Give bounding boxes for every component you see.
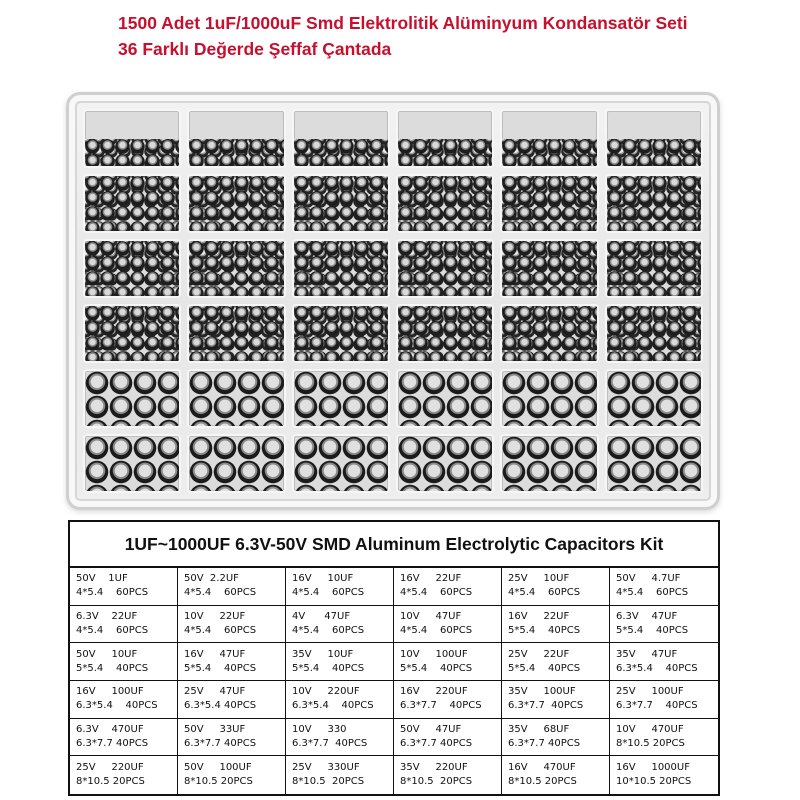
capacitor-pile <box>85 139 179 167</box>
spec-voltage-capacitance: 35V 10UF <box>292 648 354 660</box>
capacitor-compartment <box>500 239 598 298</box>
capacitor-pile <box>294 241 388 296</box>
spec-voltage-capacitance: 6.3V 470UF <box>76 723 144 735</box>
spec-size-quantity: 6.3*5.4 40PCS <box>184 700 257 712</box>
spec-cell <box>610 756 718 794</box>
capacitor-compartment <box>292 434 390 493</box>
capacitor-pile <box>85 371 179 426</box>
spec-cell <box>502 681 610 719</box>
spec-voltage-capacitance: 35V 100UF <box>508 686 576 698</box>
spec-voltage-capacitance: 4V 47UF <box>292 610 351 622</box>
capacitor-pile <box>294 436 388 491</box>
spec-voltage-capacitance: 16V 10UF <box>292 573 354 585</box>
capacitor-pile <box>502 241 596 296</box>
spec-size-quantity: 6.3*7.7 40PCS <box>508 737 581 749</box>
capacitor-compartment <box>500 174 598 233</box>
spec-size-quantity: 6.3*7.7 40PCS <box>400 737 473 749</box>
spec-voltage-capacitance: 16V 100UF <box>76 686 144 698</box>
spec-size-quantity: 6.3*7.7 40PCS <box>76 737 149 749</box>
capacitor-pile <box>502 371 596 426</box>
spec-voltage-capacitance: 16V 470UF <box>508 762 576 774</box>
spec-voltage-capacitance: 50V 100UF <box>184 762 252 774</box>
spec-voltage-capacitance: 10V 470UF <box>616 723 684 735</box>
spec-cell <box>502 643 610 681</box>
spec-size-quantity: 6.3*5.4 40PCS <box>76 700 158 712</box>
spec-cell <box>286 681 394 719</box>
spec-cell <box>610 568 718 606</box>
spec-voltage-capacitance: 10V 22UF <box>184 610 246 622</box>
spec-size-quantity: 4*5.4 60PCS <box>508 587 581 599</box>
spec-size-quantity: 4*5.4 60PCS <box>616 587 689 599</box>
capacitor-compartment <box>605 109 703 168</box>
capacitor-compartment <box>187 239 285 298</box>
capacitor-pile <box>398 139 492 167</box>
spec-cell <box>70 568 178 606</box>
spec-cell <box>70 643 178 681</box>
capacitor-compartment <box>500 304 598 363</box>
spec-voltage-capacitance: 16V 1000UF <box>616 762 690 774</box>
spec-size-quantity: 8*10.5 20PCS <box>184 776 253 788</box>
spec-cell <box>502 719 610 757</box>
spec-size-quantity: 4*5.4 60PCS <box>76 624 149 636</box>
compartment-grid <box>83 109 703 493</box>
spec-voltage-capacitance: 16V 47UF <box>184 648 246 660</box>
spec-voltage-capacitance: 25V 47UF <box>184 686 246 698</box>
capacitor-pile <box>189 436 283 491</box>
spec-cell <box>178 681 286 719</box>
spec-size-quantity: 5*5.4 40PCS <box>616 624 689 636</box>
capacitor-pile <box>502 436 596 491</box>
spec-table <box>68 520 720 796</box>
spec-cell <box>178 606 286 644</box>
capacitor-compartment <box>396 174 494 233</box>
spec-cell <box>610 606 718 644</box>
spec-size-quantity: 6.3*7.7 40PCS <box>184 737 257 749</box>
spec-voltage-capacitance: 35V 220UF <box>400 762 468 774</box>
spec-size-quantity: 4*5.4 60PCS <box>76 587 149 599</box>
spec-voltage-capacitance: 50V 10UF <box>76 648 138 660</box>
capacitor-compartment <box>292 239 390 298</box>
spec-cell <box>178 643 286 681</box>
spec-cell <box>394 568 502 606</box>
spec-size-quantity: 8*10.5 20PCS <box>616 737 685 749</box>
capacitor-compartment <box>605 304 703 363</box>
spec-size-quantity: 4*5.4 60PCS <box>400 624 473 636</box>
capacitor-pile <box>502 176 596 231</box>
capacitor-compartment <box>605 434 703 493</box>
capacitor-compartment <box>83 109 181 168</box>
spec-voltage-capacitance: 50V 4.7UF <box>616 573 681 585</box>
headline-line-2: 36 Farklı Değerde Şeffaf Çantada <box>118 39 392 59</box>
capacitor-compartment <box>187 434 285 493</box>
capacitor-compartment <box>83 174 181 233</box>
capacitor-compartment <box>396 239 494 298</box>
capacitor-pile <box>607 176 701 231</box>
spec-cell <box>502 756 610 794</box>
spec-cell <box>394 719 502 757</box>
organizer-box-photo <box>66 92 720 510</box>
spec-size-quantity: 8*10.5 20PCS <box>76 776 145 788</box>
spec-voltage-capacitance: 50V 47UF <box>400 723 462 735</box>
spec-voltage-capacitance: 10V 220UF <box>292 686 360 698</box>
spec-voltage-capacitance: 25V 22UF <box>508 648 570 660</box>
capacitor-compartment <box>500 109 598 168</box>
capacitor-pile <box>189 139 283 167</box>
capacitor-pile <box>398 306 492 361</box>
spec-size-quantity: 5*5.4 40PCS <box>76 662 149 674</box>
spec-cell <box>394 643 502 681</box>
spec-size-quantity: 6.3*5.4 40PCS <box>292 700 374 712</box>
spec-cell <box>286 606 394 644</box>
spec-cell <box>178 568 286 606</box>
capacitor-compartment <box>292 369 390 428</box>
spec-table-grid <box>70 568 718 794</box>
spec-voltage-capacitance: 25V 100UF <box>616 686 684 698</box>
capacitor-compartment <box>396 434 494 493</box>
capacitor-compartment <box>83 369 181 428</box>
capacitor-pile <box>85 306 179 361</box>
spec-cell <box>70 681 178 719</box>
capacitor-compartment <box>396 369 494 428</box>
capacitor-compartment <box>292 109 390 168</box>
capacitor-pile <box>189 241 283 296</box>
spec-voltage-capacitance: 25V 10UF <box>508 573 570 585</box>
spec-cell <box>394 681 502 719</box>
spec-cell <box>502 606 610 644</box>
capacitor-pile <box>189 371 283 426</box>
capacitor-pile <box>607 241 701 296</box>
spec-voltage-capacitance: 25V 220UF <box>76 762 144 774</box>
spec-voltage-capacitance: 50V 33UF <box>184 723 246 735</box>
capacitor-compartment <box>83 434 181 493</box>
capacitor-pile <box>502 139 596 167</box>
spec-size-quantity: 8*10.5 20PCS <box>400 776 473 788</box>
spec-voltage-capacitance: 10V 100UF <box>400 648 468 660</box>
capacitor-compartment <box>187 304 285 363</box>
capacitor-compartment <box>396 304 494 363</box>
capacitor-compartment <box>83 239 181 298</box>
spec-size-quantity: 5*5.4 40PCS <box>400 662 473 674</box>
spec-cell <box>178 719 286 757</box>
capacitor-pile <box>607 436 701 491</box>
spec-voltage-capacitance: 50V 2.2UF <box>184 573 239 585</box>
spec-size-quantity: 8*10.5 20PCS <box>508 776 577 788</box>
spec-cell <box>286 643 394 681</box>
spec-cell <box>286 756 394 794</box>
spec-voltage-capacitance: 10V 47UF <box>400 610 462 622</box>
capacitor-pile <box>398 436 492 491</box>
spec-size-quantity: 5*5.4 40PCS <box>508 624 581 636</box>
spec-voltage-capacitance: 6.3V 47UF <box>616 610 678 622</box>
spec-size-quantity: 4*5.4 60PCS <box>400 587 473 599</box>
spec-voltage-capacitance: 35V 68UF <box>508 723 570 735</box>
capacitor-compartment <box>187 109 285 168</box>
capacitor-compartment <box>292 174 390 233</box>
capacitor-compartment <box>605 369 703 428</box>
capacitor-pile <box>607 306 701 361</box>
spec-size-quantity: 6.3*7.7 40PCS <box>508 700 584 712</box>
capacitor-compartment <box>396 109 494 168</box>
spec-cell <box>70 606 178 644</box>
capacitor-pile <box>294 176 388 231</box>
spec-voltage-capacitance: 35V 47UF <box>616 648 678 660</box>
spec-cell <box>394 606 502 644</box>
spec-cell <box>286 719 394 757</box>
capacitor-compartment <box>292 304 390 363</box>
capacitor-pile <box>502 306 596 361</box>
capacitor-pile <box>398 176 492 231</box>
spec-cell <box>502 568 610 606</box>
capacitor-pile <box>398 241 492 296</box>
spec-voltage-capacitance: 50V 1UF <box>76 573 128 585</box>
spec-cell <box>70 756 178 794</box>
spec-size-quantity: 6.3*5.4 40PCS <box>616 662 698 674</box>
spec-size-quantity: 5*5.4 40PCS <box>184 662 257 674</box>
capacitor-pile <box>85 176 179 231</box>
spec-size-quantity: 10*10.5 20PCS <box>616 776 692 788</box>
spec-size-quantity: 5*5.4 40PCS <box>508 662 581 674</box>
capacitor-compartment <box>605 174 703 233</box>
spec-voltage-capacitance: 16V 22UF <box>400 573 462 585</box>
spec-voltage-capacitance: 10V 330 <box>292 723 347 735</box>
spec-cell <box>610 719 718 757</box>
spec-cell <box>286 568 394 606</box>
spec-voltage-capacitance: 16V 22UF <box>508 610 570 622</box>
capacitor-compartment <box>500 434 598 493</box>
spec-size-quantity: 4*5.4 60PCS <box>292 587 365 599</box>
spec-voltage-capacitance: 25V 330UF <box>292 762 360 774</box>
capacitor-pile <box>294 306 388 361</box>
capacitor-compartment <box>83 304 181 363</box>
spec-size-quantity: 6.3*7.7 40PCS <box>400 700 482 712</box>
capacitor-compartment <box>187 174 285 233</box>
spec-size-quantity: 6.3*7.7 40PCS <box>616 700 698 712</box>
capacitor-pile <box>189 306 283 361</box>
capacitor-compartment <box>605 239 703 298</box>
spec-size-quantity: 4*5.4 60PCS <box>184 624 257 636</box>
headline-line-1: 1500 Adet 1uF/1000uF Smd Elektrolitik Alüminyum Kondansatör Seti <box>118 13 688 33</box>
spec-voltage-capacitance: 16V 220UF <box>400 686 468 698</box>
spec-cell <box>610 681 718 719</box>
capacitor-pile <box>294 139 388 167</box>
product-headline <box>118 10 778 62</box>
spec-cell <box>394 756 502 794</box>
capacitor-compartment <box>187 369 285 428</box>
capacitor-pile <box>398 371 492 426</box>
spec-size-quantity: 5*5.4 40PCS <box>292 662 365 674</box>
spec-cell <box>178 756 286 794</box>
spec-cell <box>70 719 178 757</box>
spec-table-title: 1UF~1000UF 6.3V-50V SMD Aluminum Electrolytic Capacitors Kit <box>70 522 718 568</box>
capacitor-compartment <box>500 369 598 428</box>
capacitor-pile <box>607 139 701 167</box>
capacitor-pile <box>85 241 179 296</box>
capacitor-pile <box>189 176 283 231</box>
spec-size-quantity: 4*5.4 60PCS <box>184 587 257 599</box>
capacitor-pile <box>607 371 701 426</box>
spec-size-quantity: 4*5.4 60PCS <box>292 624 365 636</box>
spec-voltage-capacitance: 6.3V 22UF <box>76 610 138 622</box>
capacitor-pile <box>294 371 388 426</box>
capacitor-pile <box>85 436 179 491</box>
spec-size-quantity: 8*10.5 20PCS <box>292 776 365 788</box>
spec-size-quantity: 6.3*7.7 40PCS <box>292 737 368 749</box>
spec-cell <box>610 643 718 681</box>
